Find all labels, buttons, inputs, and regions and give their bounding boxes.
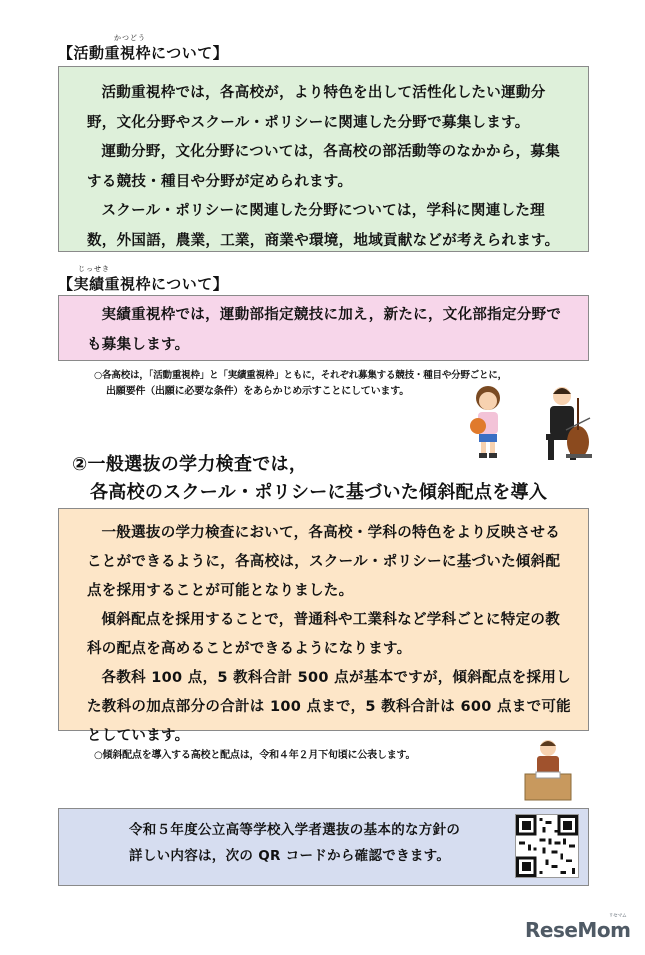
footer-box	[58, 808, 589, 886]
section2-box	[58, 295, 589, 361]
section2-paragraph: 実績重視枠では，運動部指定競技に加え，新たに，文化部指定分野でも募集します。	[87, 307, 562, 353]
section1-paragraph: 活動重視枠では，各高校が，より特色を出して活性化したい運動分野，文化分野やスクール・ポリシーに関連した分野で募集します。	[87, 85, 546, 131]
section1-heading-text: 【活動重視枠について】	[58, 44, 229, 62]
logo-text: ReseMom	[525, 918, 631, 942]
section3-title-line2: 各高校のスクール・ポリシーに基づいた傾斜配点を導入	[90, 482, 548, 503]
section3-paragraph: 傾斜配点を採用することで，普通科や工業科など学科ごとに特定の教科の配点を高めることができるようになります。	[87, 612, 561, 657]
cellist-illustration	[538, 384, 600, 466]
section1-box	[58, 66, 589, 252]
section3-title-line1: ②一般選抜の学力検査では，	[72, 454, 308, 475]
section3-paragraph: 各教科 100 点，5 教科合計 500 点が基本ですが，傾斜配点を採用した教科の加点部分の合計は 100 点まで，5 教科合計は 600 点まで可能としています。	[87, 670, 571, 744]
section3-box	[58, 508, 589, 744]
section2-heading	[58, 265, 229, 294]
footer-line1: 令和５年度公立高等学校入学者選抜の基本的な方針の	[129, 822, 461, 838]
section3-paragraph: 一般選抜の学力検査において，各高校・学科の特色をより反映させることができるように，各高校は，スクール・ポリシーに基づいた傾斜配点を採用することが可能となりました。	[87, 525, 561, 599]
section2-note	[94, 368, 507, 400]
section3-title	[72, 451, 547, 507]
section1-paragraph: スクール・ポリシーに関連した分野については，学科に関連した理数，外国語，農業，工業，商業や環境，地域貢献などが考えられます。	[87, 203, 560, 249]
section1-ruby: かつどう	[114, 34, 146, 42]
note-line: 出願要件（出願に必要な条件）をあらかじめ示すことにしています。	[106, 386, 409, 397]
note-line: ○各高校は，「活動重視枠」と「実績重視枠」ともに，それぞれ募集する競技・種目や分野ごとに，	[94, 370, 507, 381]
logo-ruby: リセマム	[608, 913, 627, 919]
section3-note: ○傾斜配点を導入する高校と配点は，令和４年２月下旬頃に公表します。	[94, 750, 416, 761]
section2-ruby: じっせき	[78, 265, 110, 273]
section2-heading-text: 【実績重視枠について】	[58, 275, 229, 293]
section1-paragraph: 運動分野，文化分野については，各高校の部活動等のなかから，募集する競技・種目や分野が定められます。	[87, 144, 561, 190]
resemom-logo	[525, 913, 631, 942]
basketball-girl-illustration	[466, 384, 510, 460]
qr-code-icon[interactable]	[515, 814, 579, 878]
footer-line2: 詳しい内容は，次の QR コードから確認できます。	[129, 848, 451, 864]
student-desk-illustration	[522, 738, 574, 802]
section1-heading	[58, 34, 229, 63]
